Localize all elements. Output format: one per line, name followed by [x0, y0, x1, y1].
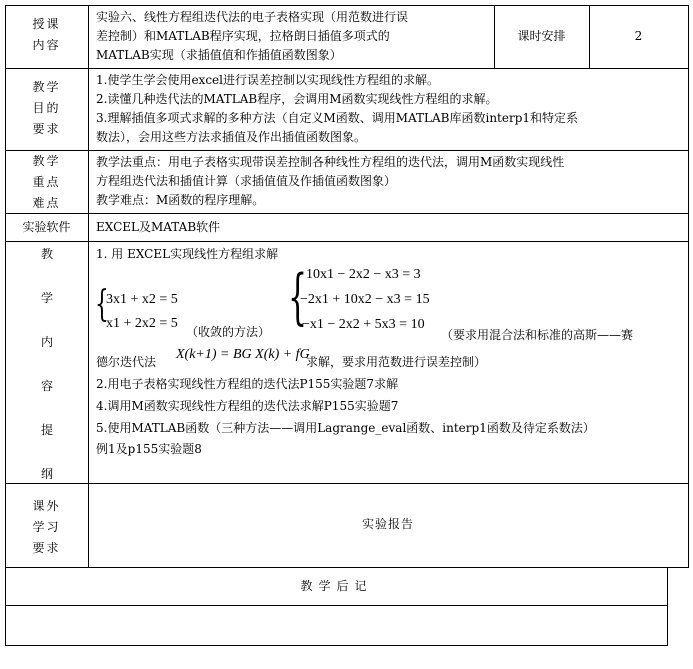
extracurricular-label-line: 课外: [32, 499, 61, 513]
objectives-label-line: 教学: [32, 80, 61, 94]
convergent-note: （收敛的方法）: [186, 325, 271, 339]
outline-item-2: 2.用电子表格实现线性方程组的迭代法P155实验题7求解: [96, 377, 399, 391]
objectives-label-line: 目的: [32, 101, 61, 115]
seidel-prefix: 德尔迭代法: [96, 355, 157, 369]
objective-item-3-cont: 数法），会用这些方法求插值及作出插值函数图象。: [96, 130, 367, 144]
focus-line-2: 方程组迭代法和插值计算（求插值值及作插值函数图象）: [96, 174, 397, 188]
hours-label: 课时安排: [517, 29, 566, 43]
objective-item-2: 2.读懂几种迭代法的MATLAB程序，会调用M函数实现线性方程组的求解。: [96, 92, 498, 106]
course-content-label-line: 内容: [32, 38, 61, 52]
outline-label-char: 纲: [40, 467, 53, 481]
course-content-line-2: 差控制）和MATLAB程序实现，拉格朗日插值多项式的: [96, 29, 390, 43]
focus-label: [5, 151, 88, 214]
extracurricular-label: [5, 496, 88, 559]
course-content-label: [5, 14, 88, 56]
system2-eq2: −2x1 + 10x2 − x3 = 15: [300, 292, 430, 307]
outline-item-5: 5.使用MATLAB函数（三种方法——调用Lagrange_eval函数、interp1函数及待定系数法）: [96, 421, 595, 435]
hours-value: 2: [634, 29, 643, 43]
objective-item-1: 1.使学生学会使用excel进行误差控制以实现线性方程组的求解。: [96, 73, 439, 87]
outline-item-1: 1. 用 EXCEL实现线性方程组求解: [96, 247, 279, 261]
method-note: （要求用混合法和标准的高斯——赛: [441, 328, 634, 342]
focus-label-line: 难点: [32, 196, 61, 210]
divider-row1: [5, 68, 688, 69]
seidel-suffix: 求解，要求用范数进行误差控制）: [306, 355, 487, 369]
focus-label-line: 重点: [32, 175, 61, 189]
outline-label-char: 提: [40, 423, 53, 437]
focus-line-1: 教学法重点：用电子表格实现带误差控制各种线性方程组的迭代法，调用M函数实现线性: [96, 155, 565, 169]
border-bottom: [5, 645, 668, 646]
focus-line-3: 教学难点：M函数的程序理解。: [96, 193, 265, 207]
system2-brace: {: [288, 262, 308, 332]
divider-col1: [88, 5, 89, 568]
extracurricular-value: 实验报告: [361, 517, 414, 531]
outline-label-char: 教: [40, 247, 53, 261]
postscript-title: 教学后记: [300, 579, 373, 593]
course-content-line-3: MATLAB实现（求插值值和作插值函数图象）: [96, 48, 342, 62]
divider-row5: [5, 483, 688, 484]
system1-brace: {: [95, 284, 109, 325]
divider-row2: [5, 150, 688, 151]
border-right: [688, 5, 689, 568]
course-content-line-1: 实验六、线性方程组迭代法的电子表格实现（用范数进行误: [96, 10, 409, 24]
divider-row6: [5, 567, 688, 568]
objectives-label-line: 要求: [32, 122, 61, 136]
system2-eq1: 10x1 − 2x2 − x3 = 3: [306, 267, 421, 282]
outline-label: [35, 244, 59, 508]
focus-label-line: 教学: [32, 154, 61, 168]
system1-eq2: x1 + 2x2 = 5: [106, 316, 178, 331]
outline-label-char: 容: [40, 379, 53, 393]
software-label: 实验软件: [22, 220, 71, 234]
extracurricular-label-line: 要求: [32, 541, 61, 555]
divider-row4: [5, 241, 688, 242]
border-top: [5, 5, 688, 6]
objective-item-3: 3.理解插值多项式求解的多种方法（自定义M函数、调用MATLAB库函数interp1和特定系: [96, 111, 579, 125]
software-value: EXCEL及MATAB软件: [96, 220, 221, 234]
iteration-formula: X(k+1) = BG X(k) + fG: [176, 347, 310, 362]
outline-item-5-cont: 例1及p155实验题8: [96, 442, 202, 456]
outline-label-char: 学: [40, 291, 53, 305]
objectives-label: [5, 77, 88, 140]
system2-eq3: −x1 − 2x2 + 5x3 = 10: [302, 317, 425, 332]
outline-item-4: 4.调用M函数实现线性方程组的迭代法求解P155实验题7: [96, 399, 399, 413]
extracurricular-label-line: 学习: [32, 520, 61, 534]
divider-row7: [5, 605, 668, 606]
system1-eq1: 3x1 + x2 = 5: [106, 292, 178, 307]
divider-row3: [5, 213, 688, 214]
course-content-label-line: 授课: [32, 17, 61, 31]
outline-label-char: 内: [40, 335, 53, 349]
